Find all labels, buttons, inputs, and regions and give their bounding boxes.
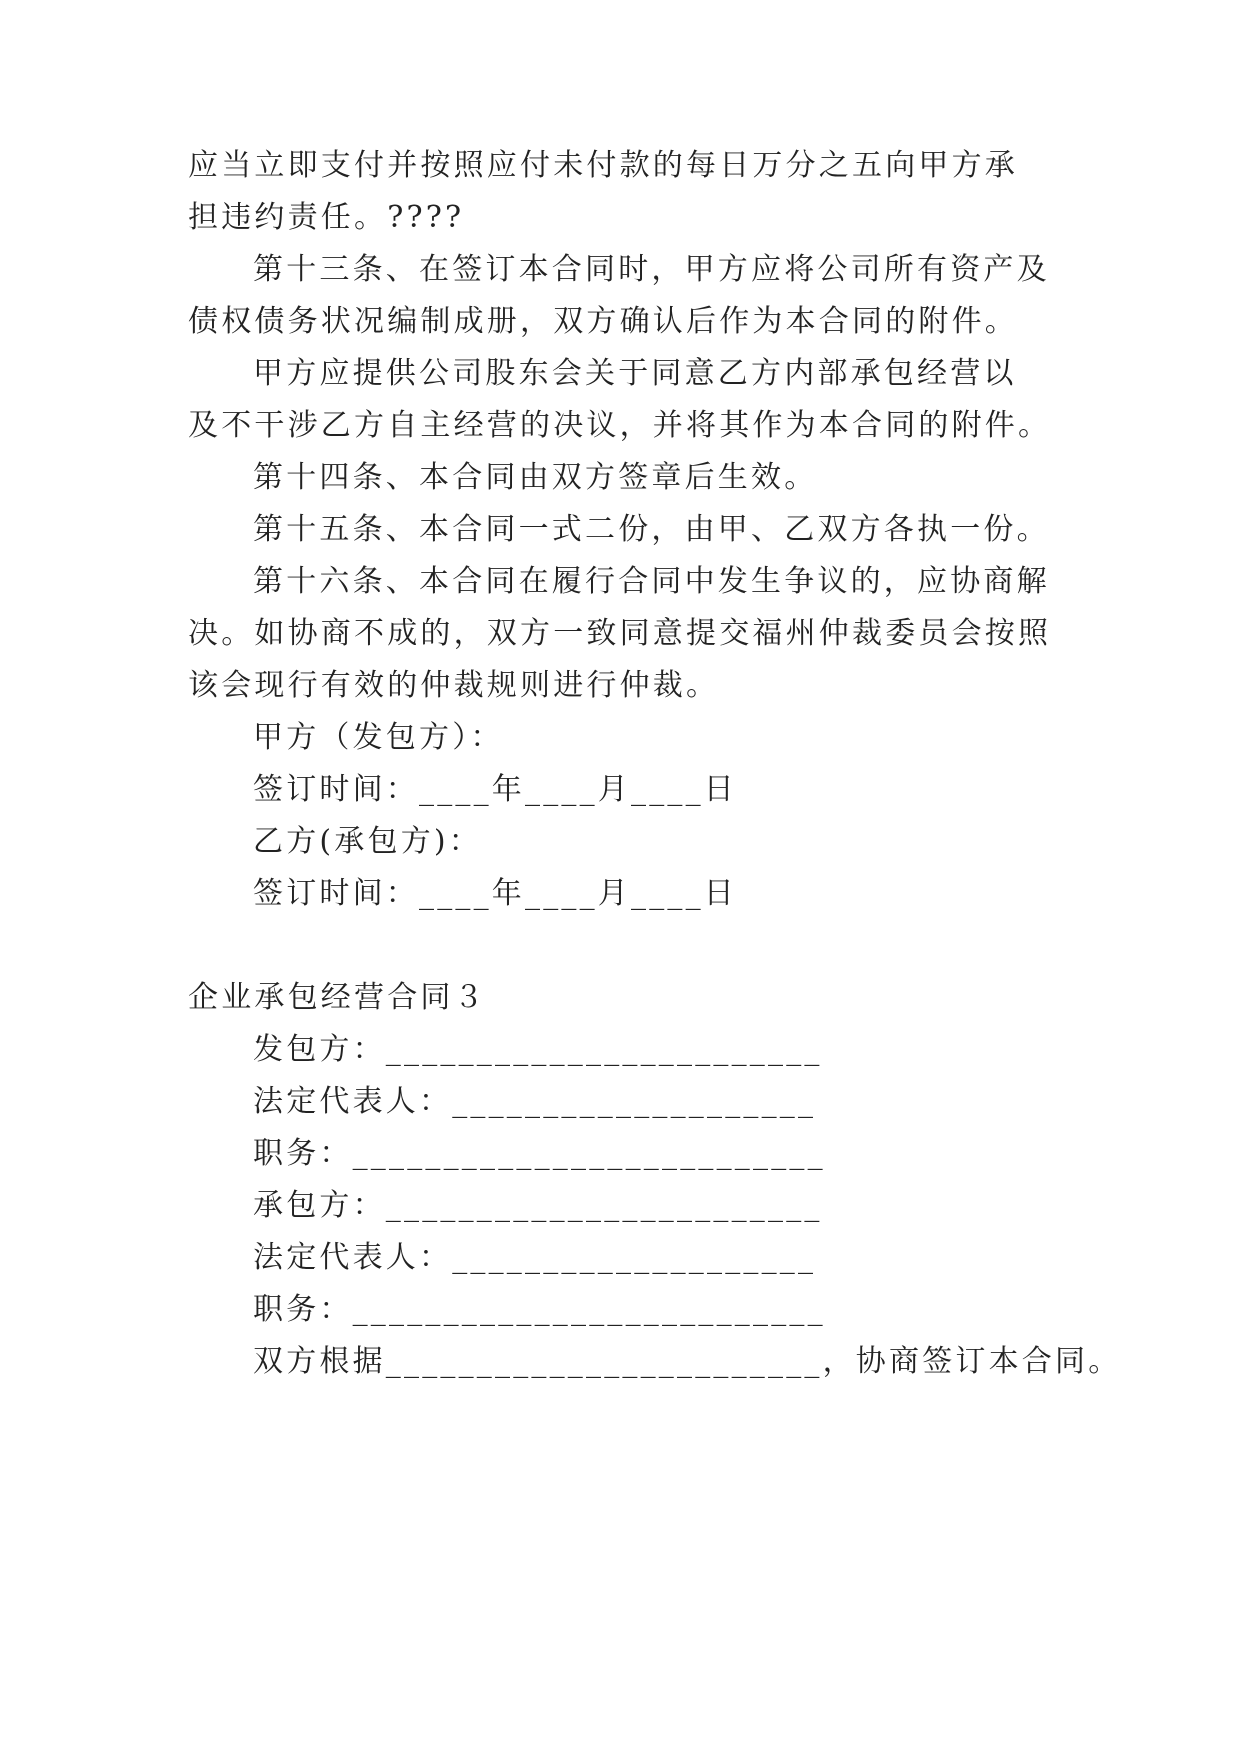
position-field: 职务：__________________________ [253, 1292, 826, 1327]
signing-date-line: 签订时间：____年____月____日 [253, 876, 737, 911]
paragraph-line: 担违约责任。???? [188, 200, 465, 235]
paragraph-line: 及不干涉乙方自主经营的决议，并将其作为本合同的附件。 [188, 408, 1052, 443]
party-a-label: 甲方（发包方）： [253, 720, 504, 755]
paragraph-line: 该会现行有效的仲裁规则进行仲裁。 [188, 668, 720, 703]
contractee-field: 承包方：________________________ [253, 1188, 823, 1223]
paragraph-line: 决。如协商不成的，双方一致同意提交福州仲裁委员会按照 [188, 616, 1052, 651]
paragraph-line: 甲方应提供公司股东会关于同意乙方内部承包经营以 [253, 356, 1017, 391]
article-16-line: 第十六条、本合同在履行合同中发生争议的，应协商解 [253, 564, 1050, 599]
signing-date-line: 签订时间：____年____月____日 [253, 772, 737, 807]
legal-representative-field: 法定代表人：____________________ [253, 1240, 817, 1275]
article-15-line: 第十五条、本合同一式二份，由甲、乙双方各执一份。 [253, 512, 1050, 547]
party-b-label: 乙方(承包方)： [253, 824, 483, 859]
agreement-basis-line: 双方根据________________________，协商签订本合同。 [253, 1344, 1122, 1379]
legal-representative-field: 法定代表人：____________________ [253, 1084, 817, 1119]
article-13-line: 第十三条、在签订本合同时，甲方应将公司所有资产及 [253, 252, 1050, 287]
paragraph-line: 应当立即支付并按照应付未付款的每日万分之五向甲方承 [188, 148, 1018, 183]
article-14-line: 第十四条、本合同由双方签章后生效。 [253, 460, 818, 495]
section-heading: 企业承包经营合同３ [188, 980, 487, 1015]
position-field: 职务：__________________________ [253, 1136, 826, 1171]
contractor-field: 发包方：________________________ [253, 1032, 823, 1067]
paragraph-line: 债权债务状况编制成册，双方确认后作为本合同的附件。 [188, 304, 1018, 339]
